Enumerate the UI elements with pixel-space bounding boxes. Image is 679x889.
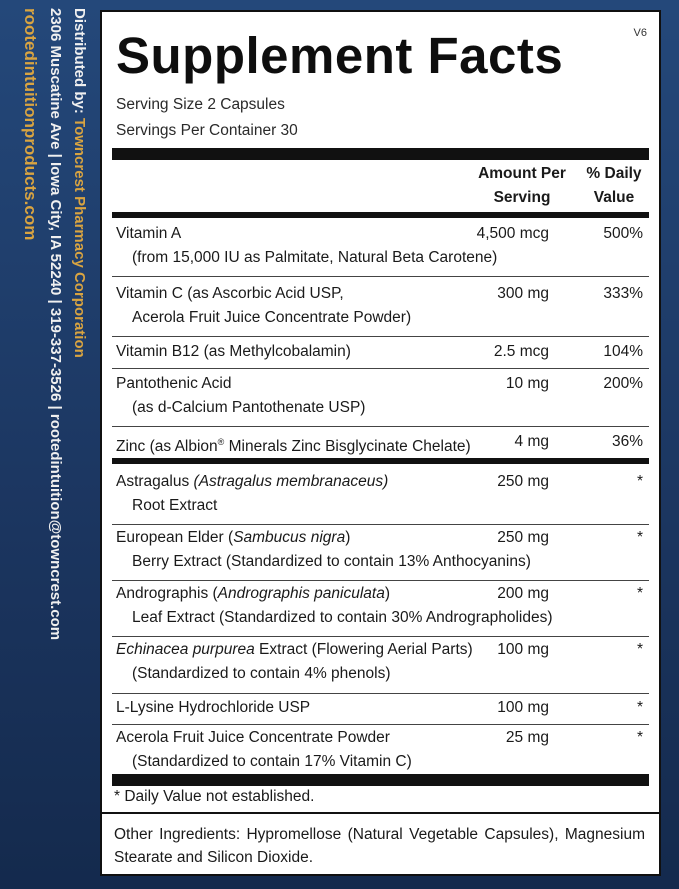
ingredient-row <box>112 526 649 578</box>
version-label: V6 <box>633 27 647 39</box>
row-divider <box>112 276 649 277</box>
address-line: 2306 Muscatine Ave | Iowa City, IA 52240 | 319-337-3526 | rootedintuition@towncrest.com <box>47 8 64 641</box>
row-divider <box>112 368 649 369</box>
ingredient-detail: Berry Extract (Standardized to contain 13% Anthocyanins) <box>132 553 531 570</box>
nutrient-row <box>112 372 649 424</box>
nutrient-dv: 200% <box>603 375 643 392</box>
ingredient-row <box>112 638 649 690</box>
supplement-facts-panel <box>100 10 661 876</box>
nutrient-amount: 4 mg <box>514 433 549 450</box>
header-bar <box>112 212 649 218</box>
nutrient-name: Vitamin A <box>116 225 182 242</box>
nutrient-amount: 4,500 mcg <box>476 225 549 242</box>
nutrient-name: Zinc (as Albion® Minerals Zinc Bisglycinate Chelate) <box>116 437 471 456</box>
distributor-line: Distributed by: Towncrest Pharmacy Corporation <box>71 8 88 358</box>
nutrient-source: (from 15,000 IU as Palmitate, Natural Beta Carotene) <box>132 249 498 266</box>
nutrient-row <box>112 282 649 334</box>
ingredient-dv: * <box>636 529 643 546</box>
website-line: rootedintuitionproducts.com <box>21 8 40 241</box>
ingredient-detail: Root Extract <box>132 497 218 514</box>
nutrient-amount: 300 mg <box>497 285 549 302</box>
row-divider <box>112 580 649 581</box>
row-divider <box>112 336 649 337</box>
ingredient-row <box>112 726 649 778</box>
ingredient-row <box>112 582 649 634</box>
ingredient-detail: (Standardized to contain 17% Vitamin C) <box>132 753 412 770</box>
row-divider <box>112 426 649 427</box>
nutrient-source: (as d-Calcium Pantothenate USP) <box>132 399 366 416</box>
daily-value-header: % Daily Value <box>586 165 642 206</box>
nutrient-source: Acerola Fruit Juice Concentrate Powder) <box>132 309 412 326</box>
ingredient-name: Acerola Fruit Juice Concentrate Powder <box>116 729 390 746</box>
other-ingredients: Other Ingredients: Hypromellose (Natural Vegetable Capsules), Magnesium Stearate and Silicon Dioxide. <box>114 826 645 866</box>
section-bar <box>112 458 649 464</box>
nutrient-dv: 36% <box>611 433 643 450</box>
ingredient-row <box>112 470 649 522</box>
ingredient-name: Astragalus (Astragalus membranaceus) <box>116 473 389 490</box>
nutrient-dv: 500% <box>603 225 643 242</box>
nutrient-name: Vitamin C (as Ascorbic Acid USP, <box>116 285 344 302</box>
amount-per-serving-header: Amount Per Serving <box>478 165 566 206</box>
row-divider <box>112 693 649 694</box>
nutrient-amount: 2.5 mcg <box>493 343 549 360</box>
ingredient-detail: (Standardized to contain 4% phenols) <box>132 665 391 682</box>
ingredient-detail: Leaf Extract (Standardized to contain 30% Andrographolides) <box>132 609 553 626</box>
row-divider <box>112 524 649 525</box>
ingredient-dv: * <box>636 641 643 658</box>
column-header <box>112 162 649 212</box>
nutrient-dv: 333% <box>603 285 643 302</box>
servings-per-container: Servings Per Container 30 <box>116 122 298 139</box>
ingredient-amount: 250 mg <box>497 473 549 490</box>
ingredient-amount: 100 mg <box>497 641 549 658</box>
ingredient-name: Echinacea purpurea Extract (Flowering Aerial Parts) <box>116 641 473 658</box>
nutrient-row <box>112 430 649 456</box>
row-divider <box>112 724 649 725</box>
ingredient-name: European Elder (Sambucus nigra) <box>116 529 351 546</box>
footnote: * Daily Value not established. <box>114 788 315 805</box>
nutrient-name: Vitamin B12 (as Methylcobalamin) <box>116 343 351 360</box>
nutrient-row <box>112 340 649 366</box>
ingredient-amount: 250 mg <box>497 529 549 546</box>
nutrient-amount: 10 mg <box>505 375 549 392</box>
ingredient-dv: * <box>636 473 643 490</box>
ingredient-dv: * <box>636 585 643 602</box>
top-thick-bar <box>112 148 649 160</box>
side-distributor-info <box>0 0 100 889</box>
ingredient-name: L-Lysine Hydrochloride USP <box>116 699 311 716</box>
serving-size: Serving Size 2 Capsules <box>116 96 285 113</box>
ingredient-dv: * <box>636 699 643 716</box>
ingredient-amount: 200 mg <box>497 585 549 602</box>
footnote-divider <box>102 812 659 814</box>
nutrient-name: Pantothenic Acid <box>116 375 232 392</box>
ingredient-amount: 100 mg <box>497 699 549 716</box>
bottom-thick-bar <box>112 774 649 786</box>
panel-title: Supplement Facts <box>116 27 564 84</box>
nutrient-dv: 104% <box>603 343 643 360</box>
nutrient-row <box>112 222 649 274</box>
ingredient-name: Andrographis (Andrographis paniculata) <box>116 585 391 602</box>
ingredient-dv: * <box>636 729 643 746</box>
ingredient-row <box>112 696 649 722</box>
ingredient-amount: 25 mg <box>505 729 549 746</box>
row-divider <box>112 636 649 637</box>
